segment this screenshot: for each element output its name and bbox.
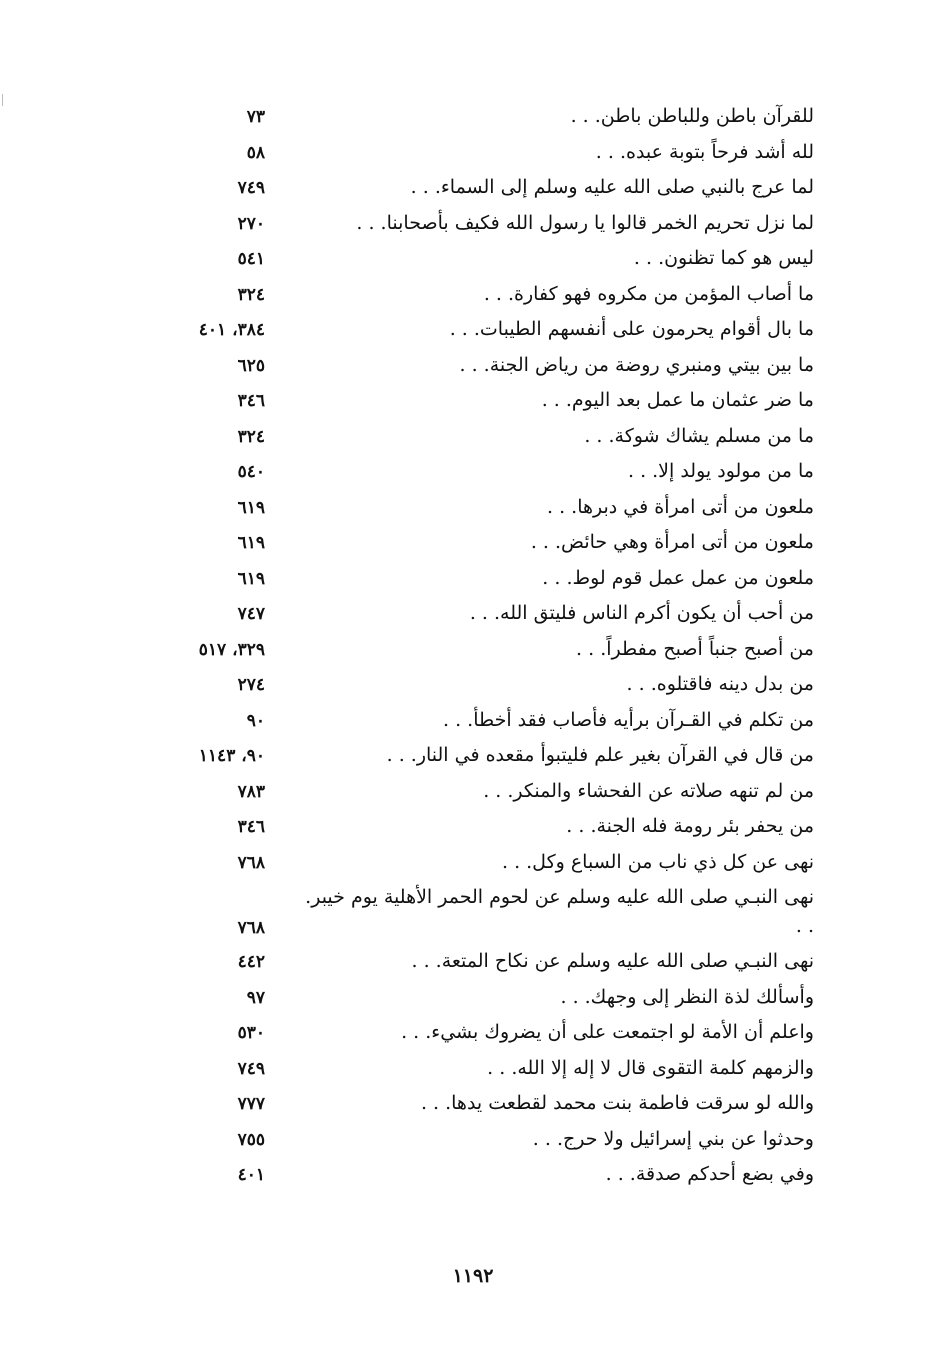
page-reference: ٥٣٠	[237, 1023, 265, 1043]
index-entry	[150, 945, 820, 981]
index-entry	[150, 491, 820, 527]
hadith-index-list	[150, 100, 820, 1194]
hadith-text: نهى عن كل ذي ناب من السباع وكل. . .	[501, 850, 814, 873]
index-entry	[150, 100, 820, 136]
index-entry	[150, 881, 820, 945]
page-reference: ٧٣	[246, 107, 265, 127]
hadith-text: لما نزل تحريم الخمر قالوا يا رسول الله فكيف بأصحابنا. . .	[356, 211, 814, 234]
index-entry	[150, 1016, 820, 1052]
hadith-text: لما عرج بالنبي صلى الله عليه وسلم إلى السماء. . .	[410, 176, 814, 198]
index-entry	[150, 384, 820, 420]
page-reference: ٧٧٧	[237, 1094, 265, 1114]
page-reference: ٥٤٠	[237, 462, 265, 482]
hadith-text: ملعون من عمل عمل قوم لوط. . .	[542, 566, 814, 589]
page-reference: ٥٨	[246, 142, 265, 163]
hadith-text: وأسألك لذة النظر إلى وجهك. . .	[560, 985, 814, 1008]
hadith-text: من بدل دينه فاقتلوه. . .	[626, 673, 814, 695]
hadith-text: ملعون من أتى امرأة في دبرها. . .	[547, 495, 814, 518]
page-reference: ٣٢٤	[237, 284, 265, 305]
hadith-text: والله لو سرقت فاطمة بنت محمد لقطعت يدها. . .	[420, 1092, 814, 1114]
page-reference: ٧٤٧	[237, 604, 265, 624]
index-entry	[150, 242, 820, 278]
page-reference: ٧٦٨	[237, 918, 265, 938]
hadith-text: لله أشد فرحاً بتوبة عبده. . .	[595, 140, 814, 163]
hadith-text: واعلم أن الأمة لو اجتمعت على أن يضروك بشيء. . .	[401, 1021, 814, 1043]
hadith-text: وحدثوا عن بني إسرائيل ولا حرج. . .	[532, 1127, 814, 1150]
page-reference: ٦١٩	[237, 533, 265, 553]
index-entry	[150, 1087, 820, 1123]
hadith-text: ما ضر عثمان ما عمل بعد اليوم. . .	[541, 389, 814, 411]
index-entry	[150, 278, 820, 314]
hadith-text: والزمهم كلمة التقوى قال لا إله إلا الله. . .	[487, 1056, 814, 1079]
hadith-text: ليس هو كما تظنون. . .	[633, 247, 814, 269]
index-entry	[150, 739, 820, 775]
index-entry	[150, 136, 820, 172]
page-reference: ٧٤٩	[237, 1058, 265, 1079]
hadith-text: ما أصاب المؤمن من مكروه فهو كفارة. . .	[483, 282, 814, 305]
index-entry	[150, 1123, 820, 1159]
index-entry	[150, 171, 820, 207]
index-entry	[150, 597, 820, 633]
index-entry	[150, 562, 820, 598]
index-entry	[150, 313, 820, 349]
page-reference: ٤٤٢	[237, 952, 265, 972]
index-entry	[150, 775, 820, 811]
page-reference: ٣٢٩، ٥١٧	[198, 639, 265, 660]
hadith-text: من لم تنهه صلاته عن الفحشاء والمنكر. . .	[483, 779, 814, 802]
hadith-text: من أصبح جنباً أصبح مفطراً. . .	[576, 637, 814, 660]
hadith-text: نهى النبـي صلى الله عليه وسلم عن نكاح المتعة. . .	[411, 950, 814, 972]
index-entry	[150, 704, 820, 740]
hadith-text: من قال في القرآن بغير علم فليتبوأ مقعده في النار. . .	[386, 744, 814, 766]
index-entry	[150, 455, 820, 491]
margin-mark	[2, 94, 3, 106]
hadith-text: ملعون من أتى امرأة وهي حائض. . .	[530, 531, 814, 553]
index-entry	[150, 207, 820, 243]
hadith-text: للقرآن باطن وللباطن باطن. . .	[570, 105, 814, 127]
page-reference: ٢٧٠	[237, 213, 265, 234]
page-reference: ٦١٩	[237, 568, 265, 589]
index-entry	[150, 810, 820, 846]
page-reference: ٩٠	[246, 710, 265, 731]
page-reference: ٧٥٥	[237, 1129, 265, 1150]
hadith-text: ما من مولود يولد إلا. . .	[627, 460, 814, 482]
page-reference: ٤٠١	[237, 1165, 265, 1185]
index-entry	[150, 349, 820, 385]
page-reference: ٩٠، ١١٤٣	[198, 746, 265, 766]
page-reference: ٣٤٦	[237, 817, 265, 837]
page-reference: ٣٤٦	[237, 391, 265, 411]
page-reference: ٦١٩	[237, 497, 265, 518]
page-reference: ٥٤١	[237, 249, 265, 269]
page-reference: ٢٧٤	[237, 675, 265, 695]
page-reference: ٦٢٥	[237, 355, 265, 376]
index-entry	[150, 1158, 820, 1194]
hadith-text: من أحب أن يكون أكرم الناس فليتق الله. . .	[469, 602, 814, 624]
page-reference: ٣٨٤، ٤٠١	[198, 320, 265, 340]
index-entry	[150, 668, 820, 704]
page-number: ١١٩٢	[452, 1265, 494, 1287]
hadith-text: من تكلم في القـرآن برأيه فأصاب فقد أخطأ. . .	[443, 708, 814, 731]
index-entry	[150, 846, 820, 882]
index-entry	[150, 981, 820, 1017]
page-reference: ٧٦٨	[237, 852, 265, 873]
page-reference: ٧٤٩	[237, 178, 265, 198]
page-reference: ٣٢٤	[237, 426, 265, 447]
hadith-text: وفي بضع أحدكم صدقة. . .	[605, 1163, 814, 1185]
hadith-text: من يحفر بئر رومة فله الجنة. . .	[566, 815, 814, 837]
index-entry	[150, 420, 820, 456]
index-entry	[150, 633, 820, 669]
hadith-text: ما بال أقوام يحرمون على أنفسهم الطيبات. . .	[449, 318, 814, 340]
hadith-text: ما من مسلم يشاك شوكة. . .	[584, 424, 814, 447]
index-entry	[150, 526, 820, 562]
hadith-text: ما بين بيتي ومنبري روضة من رياض الجنة. . .	[459, 353, 814, 376]
page-reference: ٩٧	[246, 987, 265, 1008]
hadith-text: نهى النبـي صلى الله عليه وسلم عن لحوم الحمر الأهلية يوم خيبر. . .	[305, 886, 814, 937]
page-reference: ٧٨٣	[237, 781, 265, 802]
index-entry	[150, 1052, 820, 1088]
